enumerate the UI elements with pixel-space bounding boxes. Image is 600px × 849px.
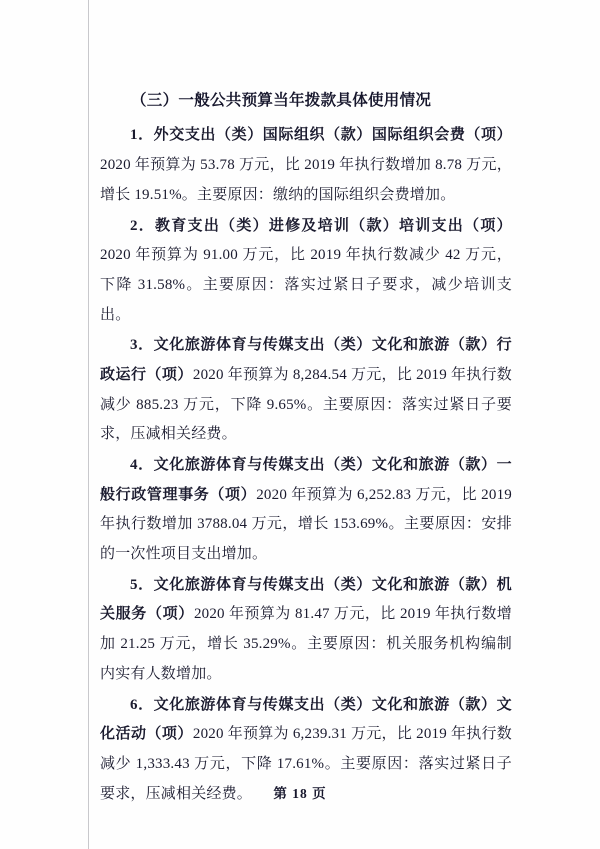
paragraph-6-heading: 6．文化旅游体育与传媒支出（类）文化和旅游（款）文化活动（项） <box>100 696 512 743</box>
paragraph-2 <box>100 212 512 331</box>
paragraph-6-body: 2020 年预算为 6,239.31 万元，比 2019 年执行数减少 1,333.43 万元，下降 17.61%。主要原因：落实过紧日子要求，压减相关经费。 <box>100 726 512 802</box>
paragraph-4-heading: 4．文化旅游体育与传媒支出（类）文化和旅游（款）一般行政管理事务（项） <box>100 457 512 503</box>
paragraph-3-body: 2020 年预算为 8,284.54 万元，比 2019 年执行数减少 885.23 万元，下降 9.65%。主要原因：落实过紧日子要求，压减相关经费。 <box>100 366 512 443</box>
page-number: 第 18 页 <box>273 786 327 801</box>
paragraph-1-heading: 1．外交支出（类）国际组织（款）国际组织会费（项） <box>130 127 512 144</box>
paragraph-5 <box>100 571 512 690</box>
page-margin-rule <box>88 0 89 849</box>
page-content <box>100 86 512 810</box>
paragraph-4-body: 2020 年预算为 6,252.83 万元，比 2019 年执行数增加 3788.04 万元，增长 153.69%。主要原因：安排的一次性项目支出增加。 <box>100 486 512 563</box>
paragraph-3-heading: 3．文化旅游体育与传媒支出（类）文化和旅游（款）行政运行（项） <box>100 337 512 383</box>
paragraph-1-body: 2020 年预算为 53.78 万元，比 2019 年执行数增加 8.78 万元，增长 19.51%。主要原因：缴纳的国际组织会费增加。 <box>100 157 512 203</box>
paragraph-5-heading: 5．文化旅游体育与传媒支出（类）文化和旅游（款）机关服务（项） <box>100 576 512 623</box>
paragraph-4 <box>100 451 512 570</box>
section-title: （三）一般公共预算当年拨款具体使用情况 <box>131 92 432 109</box>
paragraph-2-heading: 2．教育支出（类）进修及培训（款）培训支出（项） <box>130 217 512 234</box>
paragraph-3 <box>100 331 512 450</box>
paragraph-2-body: 2020 年预算为 91.00 万元，比 2019 年执行数减少 42 万元，下降 31.58%。主要原因：落实过紧日子要求，减少培训支出。 <box>100 247 512 323</box>
paragraph-1 <box>100 121 512 210</box>
paragraph-5-body: 2020 年预算为 81.47 万元，比 2019 年执行数增加 21.25 万元，增长 35.29%。主要原因：机关服务机构编制内实有人数增加。 <box>100 606 512 682</box>
